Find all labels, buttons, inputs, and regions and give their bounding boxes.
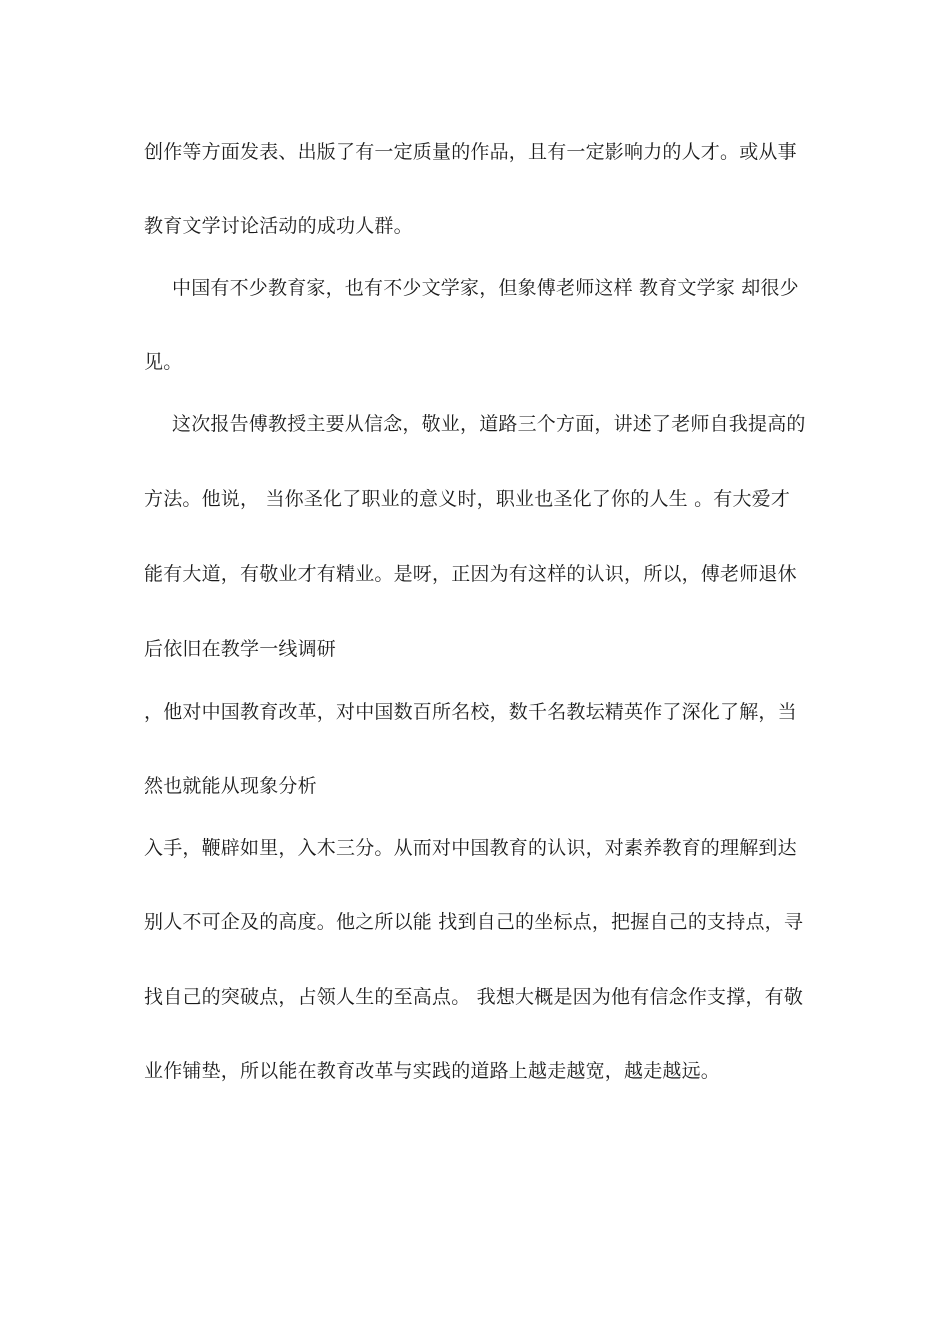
text-line: 教育文学讨论活动的成功人群。 (144, 215, 413, 237)
text-line: 能有大道，有敬业才有精业。是呀，正因为有这样的认识，所以，傅老师退休 (144, 563, 797, 585)
paragraph-start-line: 这次报告傅教授主要从信念，敬业，道路三个方面，讲述了老师自我提高的 (172, 413, 806, 435)
text-line: 然也就能从现象分析 (144, 775, 317, 797)
text-line: ，他对中国教育改革，对中国数百所名校，数千名教坛精英作了深化了解，当 (144, 701, 797, 723)
text-line: 方法。他说， 当你圣化了职业的意义时，职业也圣化了你的人生 。有大爱才 (144, 488, 791, 510)
text-line: 创作等方面发表、出版了有一定质量的作品，且有一定影响力的人才。或从事 (144, 141, 797, 163)
text-line: 别人不可企及的高度。他之所以能 找到自己的坐标点，把握自己的支持点，寻 (144, 911, 804, 933)
text-line: 找自己的突破点，占领人生的至高点。 我想大概是因为他有信念作支撑，有敬 (144, 986, 804, 1008)
text-line: 后依旧在教学一线调研 (144, 638, 337, 660)
text-line: 见。 (144, 351, 183, 373)
text-line: 业作铺垫，所以能在教育改革与实践的道路上越走越宽，越走越远。 (144, 1060, 721, 1082)
text-line: 入手，鞭辟如里，入木三分。从而对中国教育的认识，对素养教育的理解到达 (144, 837, 797, 859)
paragraph-start-line: 中国有不少教育家，也有不少文学家，但象傅老师这样 教育文学家 却很少 (172, 277, 799, 299)
